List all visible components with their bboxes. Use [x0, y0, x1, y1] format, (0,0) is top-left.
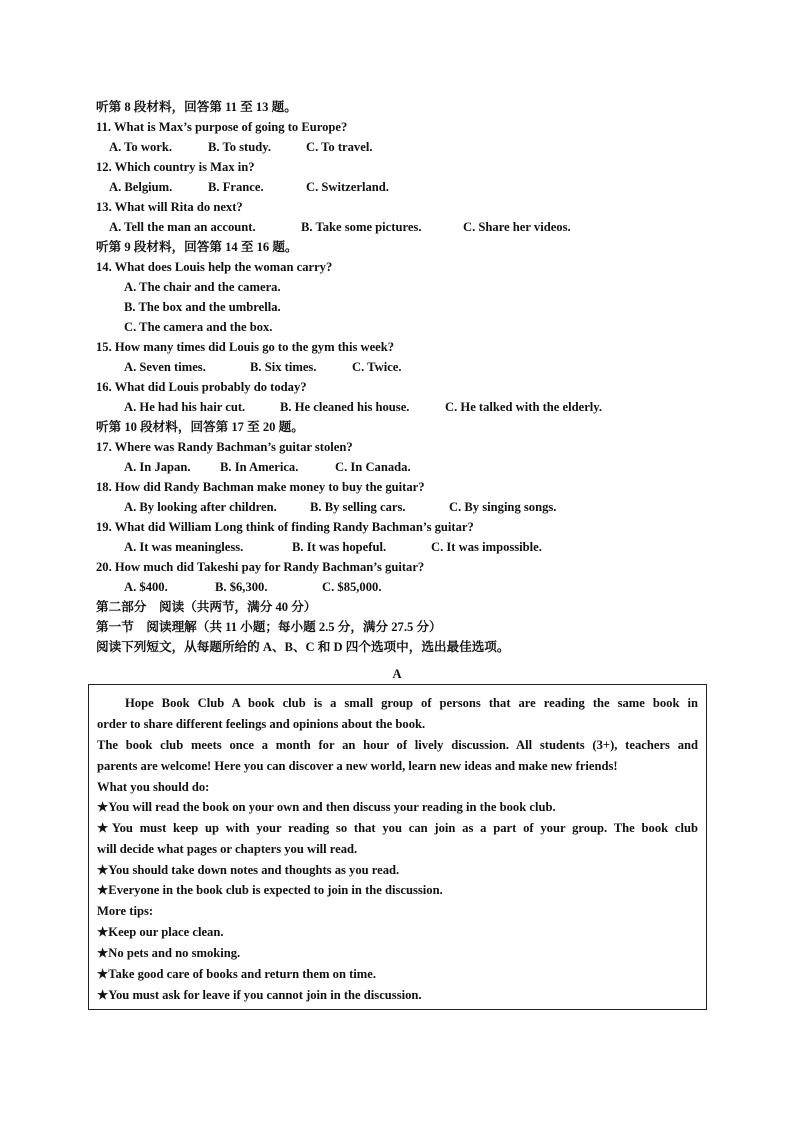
question-15: 15. How many times did Louis go to the gym this week? — [96, 340, 395, 354]
question-18: 18. How did Randy Bachman make money to buy the guitar? — [96, 480, 425, 494]
passage-line: order to share different feelings and opinions about the book. — [97, 717, 426, 731]
option-c: C. Share her videos. — [463, 220, 571, 234]
passage-bullet: ★You will read the book on your own and then discuss your reading in the book club. — [97, 800, 556, 814]
passage-subheading: More tips: — [97, 904, 154, 918]
option-c: C. The camera and the box. — [124, 320, 273, 334]
section-header-8: 听第 8 段材料，回答第 11 至 13 题。 — [96, 100, 297, 114]
option-b: B. To study. — [208, 140, 272, 154]
option-c: C. $85,000. — [322, 580, 382, 594]
question-13: 13. What will Rita do next? — [96, 200, 243, 214]
passage-bullet: ★Everyone in the book club is expected to join in the discussion. — [97, 883, 443, 897]
option-b: B. $6,300. — [215, 580, 268, 594]
option-a: A. $400. — [124, 580, 168, 594]
option-b: B. Take some pictures. — [301, 220, 422, 234]
option-c: C. It was impossible. — [431, 540, 542, 554]
option-a: A. Tell the man an account. — [109, 220, 256, 234]
passage-subheading: What you should do: — [97, 780, 210, 794]
passage-letter: A — [392, 667, 402, 681]
option-b: B. He cleaned his house. — [280, 400, 410, 414]
reading-instructions: 阅读下列短文，从每题所给的 A、B、C 和 D 四个选项中，选出最佳选项。 — [96, 640, 510, 654]
passage-bullet: ★You must keep up with your reading so that you can join as a part of your group. The book club — [97, 821, 698, 835]
option-a: A. It was meaningless. — [124, 540, 244, 554]
passage-bullet: ★No pets and no smoking. — [97, 946, 241, 960]
option-c: C. To travel. — [306, 140, 373, 154]
option-b: B. By selling cars. — [310, 500, 406, 514]
option-a: A. The chair and the camera. — [124, 280, 281, 294]
option-a: A. Seven times. — [124, 360, 206, 374]
section-header-9: 听第 9 段材料，回答第 14 至 16 题。 — [96, 240, 298, 254]
option-b: B. It was hopeful. — [292, 540, 387, 554]
option-c: C. He talked with the elderly. — [445, 400, 603, 414]
part-two-heading: 第二部分 阅读（共两节，满分 40 分） — [96, 600, 317, 614]
option-c: C. Switzerland. — [306, 180, 389, 194]
passage-line: parents are welcome! Here you can discover a new world, learn new ideas and make new friends! — [97, 759, 618, 773]
section-header-10: 听第 10 段材料，回答第 17 至 20 题。 — [96, 420, 304, 434]
option-a: A. In Japan. — [124, 460, 191, 474]
option-c: C. In Canada. — [335, 460, 411, 474]
passage-line: will decide what pages or chapters you will read. — [97, 842, 358, 856]
passage-line: The book club meets once a month for an hour of lively discussion. All students (3+), teachers and — [97, 738, 698, 752]
option-a: A. He had his hair cut. — [124, 400, 246, 414]
question-20: 20. How much did Takeshi pay for Randy Bachman’s guitar? — [96, 560, 425, 574]
option-a: A. By looking after children. — [124, 500, 277, 514]
section-one-heading: 第一节 阅读理解（共 11 小题；每小题 2.5 分，满分 27.5 分） — [96, 620, 442, 634]
question-11: 11. What is Max’s purpose of going to Europe? — [96, 120, 348, 134]
option-a: A. Belgium. — [109, 180, 173, 194]
passage-box — [88, 684, 707, 1010]
passage-bullet: ★Keep our place clean. — [97, 925, 224, 939]
option-b: B. The box and the umbrella. — [124, 300, 281, 314]
question-16: 16. What did Louis probably do today? — [96, 380, 307, 394]
option-c: C. Twice. — [352, 360, 402, 374]
question-12: 12. Which country is Max in? — [96, 160, 255, 174]
passage-bullet: ★You should take down notes and thoughts as you read. — [97, 863, 400, 877]
passage-line: Hope Book Club A book club is a small group of persons that are reading the same book in — [125, 696, 698, 710]
option-a: A. To work. — [109, 140, 172, 154]
question-17: 17. Where was Randy Bachman’s guitar stolen? — [96, 440, 353, 454]
question-19: 19. What did William Long think of finding Randy Bachman’s guitar? — [96, 520, 474, 534]
option-c: C. By singing songs. — [449, 500, 557, 514]
passage-bullet: ★You must ask for leave if you cannot join in the discussion. — [97, 988, 422, 1002]
option-b: B. France. — [208, 180, 264, 194]
option-b: B. Six times. — [250, 360, 317, 374]
passage-bullet: ★Take good care of books and return them on time. — [97, 967, 377, 981]
question-14: 14. What does Louis help the woman carry? — [96, 260, 333, 274]
option-b: B. In America. — [220, 460, 299, 474]
